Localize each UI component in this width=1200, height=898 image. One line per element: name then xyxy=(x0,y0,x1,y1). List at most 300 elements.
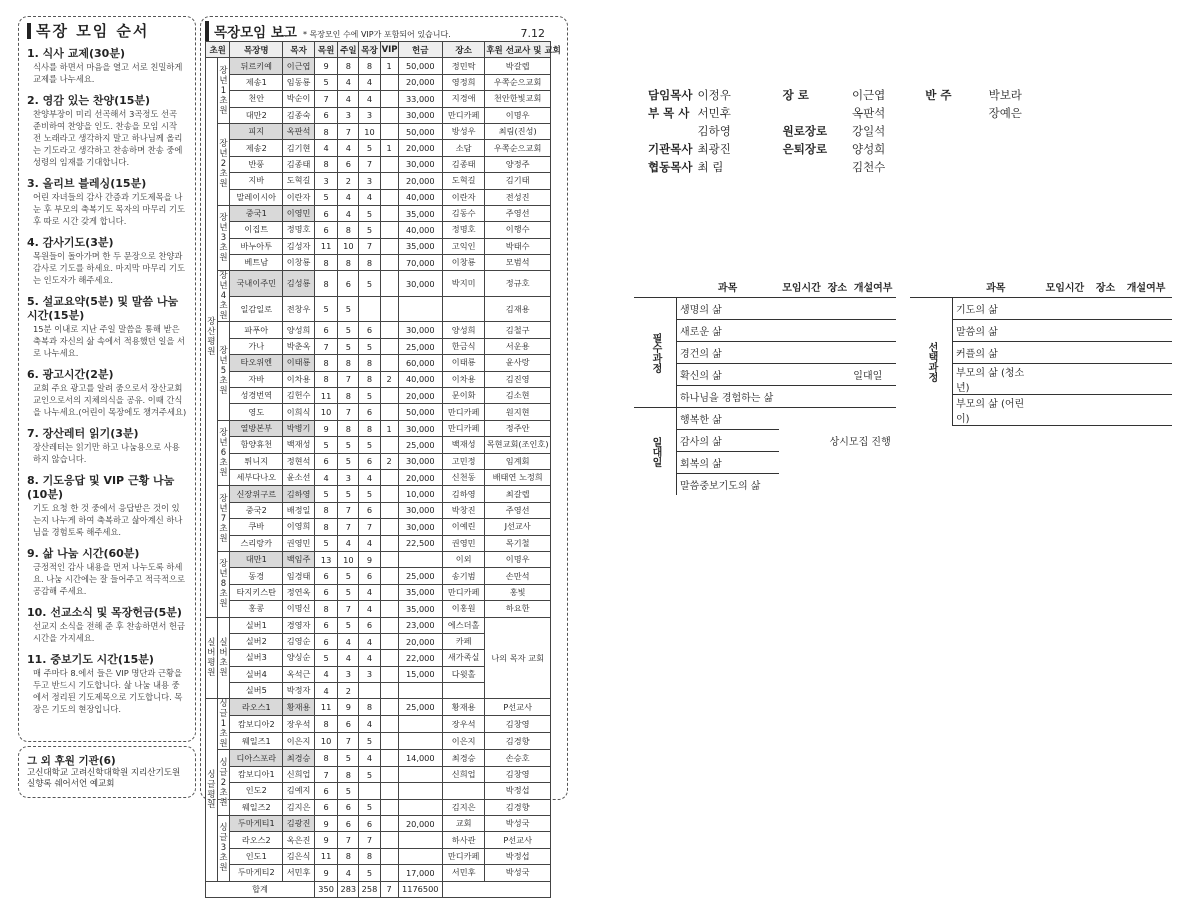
cell xyxy=(398,766,442,782)
order-step-desc: 매 주마다 8.에서 들은 VIP 명단과 근황을 두고 반드시 기도합니다. 삶 나눔 내용 중에서 정리된 기도제목으로 기도합니다. 목장은 기도의 현장입니다. xyxy=(33,668,183,714)
order-step-title: 11. 중보기도 시간(15분) xyxy=(27,653,154,666)
cell xyxy=(359,683,380,699)
cell: 신희업 xyxy=(283,766,315,782)
order-step-title: 5. 설교요약(5분) 및 말씀 나눔 시간(15분) xyxy=(27,295,179,322)
course-time xyxy=(1039,342,1091,364)
cell: 6 xyxy=(314,222,337,238)
total-empty xyxy=(442,881,550,897)
cell: 30,000 xyxy=(398,519,442,535)
daily-note: 상시모집 진행 xyxy=(829,437,891,449)
course-time xyxy=(1039,298,1091,320)
cell: 제송1 xyxy=(230,74,283,90)
plain-group-label: 실버평원 xyxy=(206,617,218,699)
cell: 박병기 xyxy=(283,420,315,436)
cell: 50,000 xyxy=(398,58,442,74)
cell: 김하영 xyxy=(442,486,484,502)
header-cell: 후원 선교사 및 교회 xyxy=(485,42,551,58)
cell: 3 xyxy=(338,469,359,485)
cell: 두마게티2 xyxy=(230,865,283,881)
cell: 5 xyxy=(314,437,337,453)
course-open xyxy=(1120,298,1172,320)
cell: 이창룡 xyxy=(442,255,484,271)
staff-name: 박보라 xyxy=(988,88,1022,102)
table-row xyxy=(206,816,551,832)
cell xyxy=(398,799,442,815)
course-time xyxy=(779,298,825,320)
cell: 25,000 xyxy=(398,437,442,453)
cell: 4 xyxy=(359,633,380,649)
cell: 8 xyxy=(338,255,359,271)
cell: 정주안 xyxy=(485,420,551,436)
table-row xyxy=(206,535,551,551)
cell xyxy=(380,766,398,782)
cell: 일감일로 xyxy=(230,296,283,322)
order-step-title: 7. 장산레터 읽기(3분) xyxy=(27,427,139,440)
cell: 5 xyxy=(338,617,359,633)
cell: 교회 xyxy=(442,816,484,832)
cell xyxy=(398,783,442,799)
cell: 6 xyxy=(314,584,337,600)
cell xyxy=(442,783,484,799)
cell xyxy=(380,750,398,766)
cell: 문이화 xyxy=(442,388,484,404)
chowon-label: 싱글2초원 xyxy=(217,750,230,816)
cell: 김종태 xyxy=(283,156,315,172)
cell: 13 xyxy=(314,551,337,567)
cell: 4 xyxy=(359,91,380,107)
cell: 양성희 xyxy=(442,322,484,338)
silver-mission: 나의 목자 교회 xyxy=(485,617,551,699)
cell: 4 xyxy=(338,189,359,205)
cell xyxy=(380,322,398,338)
cell: 35,000 xyxy=(398,601,442,617)
cell: 박창진 xyxy=(442,502,484,518)
table-row xyxy=(206,140,551,156)
course-place xyxy=(1091,320,1120,342)
cell: 10 xyxy=(338,551,359,567)
cell: 박정자 xyxy=(283,683,315,699)
cell: 이태룡 xyxy=(442,355,484,371)
table-row xyxy=(206,371,551,387)
cell: 라오스1 xyxy=(230,699,283,716)
cell: 뒤르키예 xyxy=(230,58,283,74)
cell: 4 xyxy=(338,205,359,221)
cell: 만디카페 xyxy=(442,420,484,436)
staff-role: 기관목사 xyxy=(648,142,693,156)
cell xyxy=(380,222,398,238)
cell: 김지은 xyxy=(283,799,315,815)
cell: 6 xyxy=(338,271,359,297)
cell: 6 xyxy=(314,633,337,649)
cell: 6 xyxy=(338,816,359,832)
cell xyxy=(380,865,398,881)
table-row xyxy=(206,699,551,716)
cell: 7 xyxy=(338,601,359,617)
daily-blank xyxy=(779,408,825,496)
cell: 8 xyxy=(359,699,380,716)
cell: 정현석 xyxy=(283,453,315,469)
header-cell: 주일 xyxy=(338,42,359,58)
order-step xyxy=(27,606,187,644)
cell: 5 xyxy=(314,189,337,205)
table-row xyxy=(206,222,551,238)
cell xyxy=(380,633,398,649)
cell: 새가족실 xyxy=(442,650,484,666)
cell: 고익인 xyxy=(442,238,484,254)
cell: 5 xyxy=(359,271,380,297)
cell: 8 xyxy=(314,271,337,297)
cell: 신장위구르 xyxy=(230,486,283,502)
order-step-desc: 기도 요청 한 것 중에서 응답받은 것이 있는지 나누게 하여 축복하고 삶아계신 하나님을 경험토록 해주세요. xyxy=(33,503,183,537)
cell: 10 xyxy=(314,733,337,750)
cell: 4 xyxy=(359,650,380,666)
cell: 만디카페 xyxy=(442,584,484,600)
cell: 5 xyxy=(314,296,337,322)
cell: 주영선 xyxy=(485,205,551,221)
cell: 김종숙 xyxy=(283,107,315,123)
cell: 9 xyxy=(338,699,359,716)
table-row xyxy=(206,551,551,567)
order-step xyxy=(27,547,187,597)
cell: 7 xyxy=(338,123,359,139)
cell: 10 xyxy=(314,404,337,420)
report-panel xyxy=(200,16,568,895)
cell xyxy=(380,832,398,848)
order-step-desc: 목원들이 돌아가며 한 두 문장으로 찬양과 감사로 기도를 하세요. 마지막 마무리 기도는 인도자가 해주세요. xyxy=(33,251,186,285)
cell: 하요한 xyxy=(485,601,551,617)
cell: 웨일즈2 xyxy=(230,799,283,815)
cell: 50,000 xyxy=(398,123,442,139)
cell: 홍콩 xyxy=(230,601,283,617)
cell: 6 xyxy=(338,716,359,733)
table-row xyxy=(206,519,551,535)
cell: 배정일 xyxy=(283,502,315,518)
order-step-title: 4. 감사기도(3분) xyxy=(27,236,114,249)
cell: 40,000 xyxy=(398,371,442,387)
table-row xyxy=(206,322,551,338)
cell: 4 xyxy=(359,584,380,600)
cell: 6 xyxy=(314,799,337,815)
course-open xyxy=(1120,342,1172,364)
course-place xyxy=(824,298,850,320)
staff-name: 서민후 xyxy=(697,106,731,120)
cell: 백재성 xyxy=(283,437,315,453)
order-step-title: 10. 선교소식 및 목장헌금(5분) xyxy=(27,606,182,619)
schedule-header-cell: 개설여부 xyxy=(850,276,896,298)
cell: 11 xyxy=(314,699,337,716)
cell: 15,000 xyxy=(398,666,442,682)
cell: 배태연 노정희 xyxy=(485,469,551,485)
cell: 11 xyxy=(314,238,337,254)
daily-label: 일대일 xyxy=(634,408,677,496)
cell: 피지 xyxy=(230,123,283,139)
cell: P선교사 xyxy=(485,699,551,716)
cell: 이근엽 xyxy=(283,58,315,74)
cell: 김진영 xyxy=(485,371,551,387)
cell: 8 xyxy=(338,58,359,74)
order-step-desc: 어린 자녀들의 감사 간증과 기도제목을 나눈 후 부모의 축복기도 목자의 마무리 기도 후 따로 시간 갖게 합니다. xyxy=(33,192,186,226)
table-row xyxy=(206,404,551,420)
cell xyxy=(380,173,398,189)
cell: 김지은 xyxy=(442,799,484,815)
cell xyxy=(380,699,398,716)
cell: 35,000 xyxy=(398,238,442,254)
staff-list xyxy=(648,86,1048,176)
cell: 11 xyxy=(314,848,337,864)
cell: 임계회 xyxy=(485,453,551,469)
schedule-right-table xyxy=(910,276,1172,426)
cell: 이홍원 xyxy=(442,601,484,617)
course-open xyxy=(1120,320,1172,342)
header-cell: 목장명 xyxy=(230,42,283,58)
cell: 이은지 xyxy=(442,733,484,750)
cell: 정민탁 xyxy=(442,58,484,74)
cell: 8 xyxy=(314,716,337,733)
cell: 우쪽순으교회 xyxy=(485,140,551,156)
cell: 김동수 xyxy=(442,205,484,221)
cell: 김기태 xyxy=(485,173,551,189)
table-row xyxy=(206,601,551,617)
cell: 튀니지 xyxy=(230,453,283,469)
cell xyxy=(359,783,380,799)
cell: 만디카페 xyxy=(442,107,484,123)
cell: 김경향 xyxy=(485,733,551,750)
cell xyxy=(380,650,398,666)
course-time xyxy=(1039,395,1091,426)
cell: 캄보디아1 xyxy=(230,766,283,782)
cell: 손만석 xyxy=(485,568,551,584)
cell: 5 xyxy=(314,486,337,502)
total-vip: 7 xyxy=(380,881,398,897)
cell: 인도2 xyxy=(230,783,283,799)
report-header-row xyxy=(206,42,551,58)
cell: 하사관 xyxy=(442,832,484,848)
cell: 이란자 xyxy=(442,189,484,205)
course-name: 새로운 삶 xyxy=(677,320,779,342)
cell: 양싱순 xyxy=(283,650,315,666)
course-open: 일대일 xyxy=(850,364,896,386)
cell: 4 xyxy=(314,469,337,485)
cell: 베트남 xyxy=(230,255,283,271)
cell: 백임주 xyxy=(283,551,315,567)
table-row xyxy=(206,437,551,453)
cell: 1 xyxy=(380,140,398,156)
order-step xyxy=(27,295,187,359)
cell: 전성진 xyxy=(485,189,551,205)
cell: 8 xyxy=(314,601,337,617)
cell: 8 xyxy=(314,355,337,371)
cell: 정규호 xyxy=(485,271,551,297)
cell: 이명우 xyxy=(485,107,551,123)
cell xyxy=(380,848,398,864)
cell: 서민후 xyxy=(283,865,315,881)
cell: 3 xyxy=(338,107,359,123)
cell xyxy=(380,783,398,799)
cell: 이창룡 xyxy=(283,255,315,271)
cell: 실버4 xyxy=(230,666,283,682)
cell: 5 xyxy=(338,453,359,469)
order-step xyxy=(27,368,187,418)
cell xyxy=(380,469,398,485)
cell: 30,000 xyxy=(398,420,442,436)
table-row xyxy=(206,766,551,782)
cell xyxy=(380,799,398,815)
cell: 6 xyxy=(359,453,380,469)
cell: 5 xyxy=(338,568,359,584)
cell: 이명신 xyxy=(283,601,315,617)
table-row xyxy=(206,750,551,766)
cell: 이집트 xyxy=(230,222,283,238)
cell: 실버5 xyxy=(230,683,283,699)
cell: 5 xyxy=(338,322,359,338)
cell: 4 xyxy=(359,601,380,617)
cell xyxy=(398,296,442,322)
cell: 8 xyxy=(338,355,359,371)
schedule-header-blank xyxy=(634,276,677,298)
cell: 도혁길 xyxy=(283,173,315,189)
total-label: 합계 xyxy=(206,881,315,897)
cell: 중국2 xyxy=(230,502,283,518)
cell: 30,000 xyxy=(398,502,442,518)
report-note: * 목장모인 수에 VIP가 포함되어 있습니다. xyxy=(302,30,451,39)
cell: 김광진 xyxy=(283,816,315,832)
cell: 5 xyxy=(314,650,337,666)
cell: 최갈렙 xyxy=(485,486,551,502)
table-row xyxy=(206,799,551,815)
cell: 이영희 xyxy=(283,519,315,535)
cell: 박순이 xyxy=(283,91,315,107)
cell: 20,000 xyxy=(398,469,442,485)
cell: 8 xyxy=(314,371,337,387)
meeting-order-title: 목장 모임 순서 xyxy=(27,23,187,39)
cell: 4 xyxy=(314,666,337,682)
cell: 이희식 xyxy=(283,404,315,420)
schedule-row xyxy=(634,298,896,320)
cell: 6 xyxy=(338,156,359,172)
table-row xyxy=(206,271,551,297)
cell: 10,000 xyxy=(398,486,442,502)
cell xyxy=(380,584,398,600)
cell xyxy=(380,205,398,221)
course-name: 행복한 삶 xyxy=(677,408,779,430)
cell xyxy=(398,848,442,864)
cell: 김재용 xyxy=(485,296,551,322)
cell: 8 xyxy=(314,519,337,535)
staff-role: 장 로 xyxy=(782,88,809,102)
cell: 박성국 xyxy=(485,865,551,881)
cell xyxy=(380,255,398,271)
table-row xyxy=(206,865,551,881)
cell: 7 xyxy=(338,371,359,387)
cell: 만디카페 xyxy=(442,848,484,864)
cell: 3 xyxy=(359,107,380,123)
cell: 5 xyxy=(338,750,359,766)
cell: 5 xyxy=(359,388,380,404)
cell: 박정섭 xyxy=(485,783,551,799)
course-open xyxy=(850,298,896,320)
course-name: 기도의 삶 xyxy=(953,298,1040,320)
cell: 4 xyxy=(338,865,359,881)
cell: 천안 xyxy=(230,91,283,107)
cell: 김은식 xyxy=(283,848,315,864)
table-row xyxy=(206,255,551,271)
cell: 4 xyxy=(359,535,380,551)
cell: 8 xyxy=(314,502,337,518)
support-line-2: 실향록 쉐어서언 예교회 xyxy=(27,779,115,789)
cell: 장우석 xyxy=(442,716,484,733)
order-step-desc: 선교지 소식을 전해 준 후 찬송하면서 헌금시간을 가지세요. xyxy=(33,621,186,643)
cell: 4 xyxy=(338,650,359,666)
cell: 박정섭 xyxy=(485,848,551,864)
course-open xyxy=(850,320,896,342)
cell: 30,000 xyxy=(398,322,442,338)
cell: 7 xyxy=(314,766,337,782)
cell xyxy=(380,486,398,502)
table-row xyxy=(206,338,551,354)
staff-name: 이근엽 xyxy=(851,88,886,102)
cell: 방성우 xyxy=(442,123,484,139)
cell xyxy=(442,683,484,699)
cell: 4 xyxy=(359,750,380,766)
cell: 6 xyxy=(359,502,380,518)
cell: 25,000 xyxy=(398,568,442,584)
table-row xyxy=(206,584,551,600)
schedule-header-cell: 모임시간 xyxy=(1039,276,1091,298)
cell: 서민후 xyxy=(442,865,484,881)
cell: 박갈렙 xyxy=(485,58,551,74)
course-place xyxy=(1091,364,1120,395)
cell: 고민정 xyxy=(442,453,484,469)
table-row xyxy=(206,296,551,322)
cell: 옥판석 xyxy=(283,123,315,139)
cell: 6 xyxy=(359,568,380,584)
course-place xyxy=(1091,298,1120,320)
staff-row xyxy=(648,86,1048,104)
cell: 영정희 xyxy=(442,74,484,90)
cell xyxy=(380,519,398,535)
chowon-label: 장년3초원 xyxy=(217,205,230,271)
cell: 모범석 xyxy=(485,255,551,271)
cell: 스리랑카 xyxy=(230,535,283,551)
cell: 두마게티1 xyxy=(230,816,283,832)
cell: 14,000 xyxy=(398,750,442,766)
support-title: 그 외 후원 기관(6) xyxy=(27,755,116,767)
cell xyxy=(442,296,484,322)
cell: 7 xyxy=(359,238,380,254)
cell: 가나 xyxy=(230,338,283,354)
cell: 6 xyxy=(314,205,337,221)
cell: 김종태 xyxy=(442,156,484,172)
course-name: 확신의 삶 xyxy=(677,364,779,386)
order-step-title: 9. 삶 나눔 시간(60분) xyxy=(27,547,140,560)
cell: 황재용 xyxy=(442,699,484,716)
header-cell: 목자 xyxy=(283,42,315,58)
cell: 양정주 xyxy=(485,156,551,172)
cell: 4 xyxy=(338,140,359,156)
cell: 5 xyxy=(359,486,380,502)
cell: 4 xyxy=(359,469,380,485)
cell: 열방본부 xyxy=(230,420,283,436)
cell xyxy=(380,123,398,139)
cell: 5 xyxy=(338,584,359,600)
cell: 2 xyxy=(338,173,359,189)
cell: 5 xyxy=(338,338,359,354)
cell: 김하영 xyxy=(283,486,315,502)
cell: 35,000 xyxy=(398,584,442,600)
cell: 실버2 xyxy=(230,633,283,649)
cell: 8 xyxy=(338,222,359,238)
course-time xyxy=(779,320,825,342)
